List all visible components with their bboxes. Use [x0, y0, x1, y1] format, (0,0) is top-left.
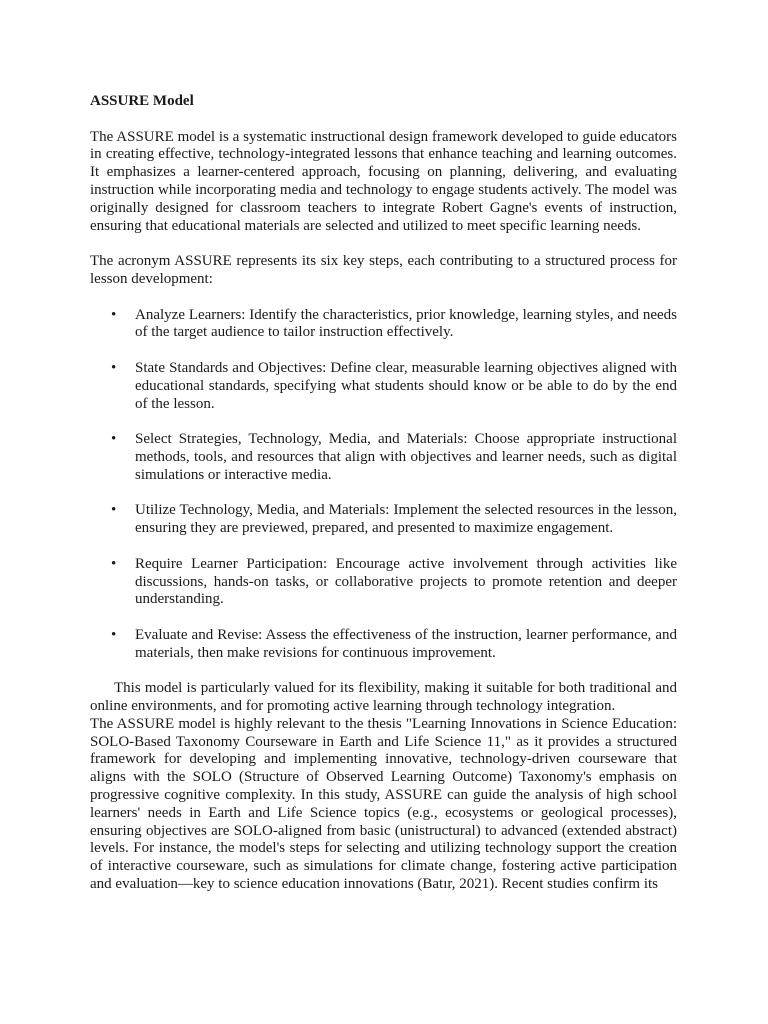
list-item: [90, 627, 677, 663]
list-item: [90, 360, 677, 413]
bullet-icon: •: [111, 502, 117, 519]
list-item: [90, 556, 677, 609]
document-heading: ASSURE Model: [90, 93, 194, 109]
step-text: Analyze Learners: Identify the characteristics, prior knowledge, learning styles, and needs of the target audience to tailor instruction effectively.: [135, 306, 677, 341]
step-text: Require Learner Participation: Encourage active involvement through activities like discussions, hands-on tasks, or collaborative projects to promote retention and deeper understanding.: [135, 555, 677, 608]
list-item: [90, 431, 677, 484]
flexibility-paragraph: This model is particularly valued for its flexibility, making it suitable for both traditional and online environments, and for promoting active learning through technology integration.: [90, 680, 677, 715]
bullet-icon: •: [111, 431, 117, 448]
list-item: [90, 502, 677, 538]
step-text: Select Strategies, Technology, Media, and Materials: Choose appropriate instructional methods, tools, and resources that align with objectives and learner needs, such as digital simulations or interactive media.: [135, 431, 677, 483]
step-text: Utilize Technology, Media, and Materials: Implement the selected resources in the lesson, ensuring they are previewed, prepared, and presented to maximize engagement.: [135, 502, 677, 537]
bullet-icon: •: [111, 555, 117, 572]
bullet-icon: •: [111, 359, 117, 376]
assure-steps-list: [90, 307, 677, 663]
relevance-paragraph: The ASSURE model is highly relevant to the thesis "Learning Innovations in Science Education: SOLO-Based Taxonomy Courseware in Earth and Life Science 11," as it provides a structured framework for developing and implementing innovative, technology-driven courseware that aligns with the SOLO (Structure of Observed Learning Outcome) Taxonomy's emphasis on progressive cognitive complexity. In this study, ASSURE can guide the analysis of high school learners' needs in Earth and Life Science topics (e.g., ecosystems or geological processes), ensuring objectives are SOLO-aligned from basic (unistructural) to advanced (extended abstract) levels. For instance, the model's steps for selecting and utilizing technology support the creation of interactive courseware, such as simulations for climate change, fostering active participation and evaluation—key to science education innovations (Batır, 2021). Recent studies confirm its: [90, 715, 677, 893]
bullet-icon: •: [111, 306, 117, 323]
acronym-intro-paragraph: The acronym ASSURE represents its six key steps, each contributing to a structured process for lesson development:: [90, 253, 677, 287]
bullet-icon: •: [111, 626, 117, 643]
document-body: [90, 93, 677, 894]
step-text: Evaluate and Revise: Assess the effectiveness of the instruction, learner performance, and materials, then make revisions for continuous improvement.: [135, 626, 677, 661]
intro-paragraph: The ASSURE model is a systematic instructional design framework developed to guide educators in creating effective, technology-integrated lessons that enhance teaching and learning outcomes. It emphasizes a learner-centered approach, focusing on planning, delivering, and evaluating instruction while incorporating media and technology to engage students actively. The model was originally designed for classroom teachers to integrate Robert Gagne's events of instruction, ensuring that educational materials are selected and utilized to meet specific learning needs.: [90, 128, 677, 234]
list-item: [90, 307, 677, 343]
step-text: State Standards and Objectives: Define clear, measurable learning objectives aligned with educational standards, specifying what students should know or be able to do by the end of the lesson.: [135, 359, 677, 412]
